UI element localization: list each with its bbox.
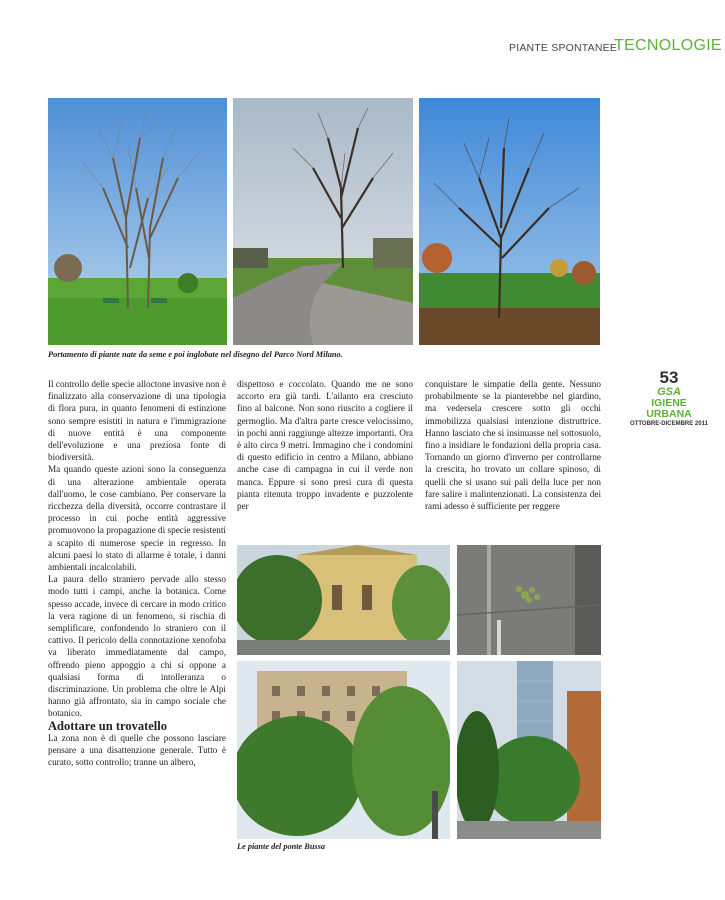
paragraph: La zona non è di quelle che possono lasciare pensare a una disattenzione generale. Tutto è curato, sotto controllo; tranne un albero, (48, 732, 226, 768)
article-column-3 (425, 378, 601, 512)
photo-skyscraper-tree (457, 661, 601, 839)
paragraph: conquistare le simpatie della gente. Nessuno probabilmente se la pianterebbe nel giardino, ma vedersela crescere sotto gli occhi immobilizza qualsiasi intenzione distruttrice. Hanno lasciato che si insinuasse nel sottosuolo, fino a insidiare le fondazioni della propria casa. Tornando un giorno d'inverno per controllarne la crescita, ho trovato un collare spinoso, di quelli che si usano sui pali della luce per non fare salire i malintenzionati. La consistenza dei rami adesso è sufficiente per reggere (425, 379, 601, 512)
magazine-badge (630, 369, 708, 428)
magazine-subtitle: IGIENE URBANA (646, 397, 692, 420)
photo-park-path (233, 98, 413, 345)
photo-autumn-tree (419, 98, 600, 345)
photo-apartment-trees (237, 661, 450, 839)
photo-trees-with-benches (48, 98, 227, 345)
paragraph: Il controllo delle specie alloctone invasive non è finalizzato alla conservazione di una tipologia di flora pura, in quanto fenomeni di estinzione sono sempre esistiti in natura e l'immigrazione di nuove entità è una componente dell'evoluzione e una preziosa fonte di biodiversità. (48, 379, 226, 463)
article-column-2 (237, 378, 413, 512)
photo-caption-bottom: Le piante del ponte Bussa (237, 842, 326, 851)
issue-date: OTTOBRE-DICEMBRE 2011 (630, 421, 708, 427)
category-label: TECNOLOGIE (614, 37, 722, 54)
paragraph: Ma quando queste azioni sono la conseguenza di una alterazione ambientale operata dall'uomo, le cose cambiano. Per conservare la ricchezza della diversità, occorre contrastare il processo in cui poche entità aggressive promuovono la propagazione di specie resistenti a scapito di numerose specie in regresso. In alcuni paesi lo stato di allarme è totale, i danni ambientali incalcolabili. (48, 464, 226, 573)
page-number: 53 (659, 368, 679, 387)
photo-sprout-pavement (457, 545, 601, 655)
photo-caption-top: Portamento di piante nate da seme e poi inglobate nel disegno del Parco Nord Milano. (48, 350, 343, 359)
article-column-1 (48, 378, 226, 769)
section-subheading: Adottare un trovatello (48, 718, 167, 733)
magazine-logo: GSA (657, 386, 681, 398)
photo-building-trees (237, 545, 450, 655)
paragraph: La paura dello straniero pervade allo stesso modo tutti i campi, anche la botanica. Come spesso accade, invece di cercare in modo critico la vera ragione di un fenomeno, si rischia di semplificare, confondendo lo straniero con il cattivo. Il pericolo della connotazione xenofoba va liberato immediatamente dal campo, offrendo pieno appoggio a chi si oppone a qualsiasi forma di intolleranza o discriminazione. Un problema che oltre le Alpi hanno già affrontato, sia in campo sociale che botanico. (48, 574, 226, 719)
paragraph: dispettoso e coccolato. Quando me ne sono accorto era già tardi. L'ailanto era cresciuto fino al balcone. Non sono riuscito a cogliere il germoglio. Ma d'altra parte cresce velocissimo, in pochi anni raggiunge altezze importanti. Ora è alto circa 9 metri. Immagino che i condomini di questo edificio in centro a Milano, abbiano anche case di campagna in cui il verde non manca. Eppure si sono presi cura di questa pianta ritenuta troppo invadente e puzzolente per (237, 379, 413, 512)
section-label: PIANTE SPONTANEE (509, 42, 618, 54)
